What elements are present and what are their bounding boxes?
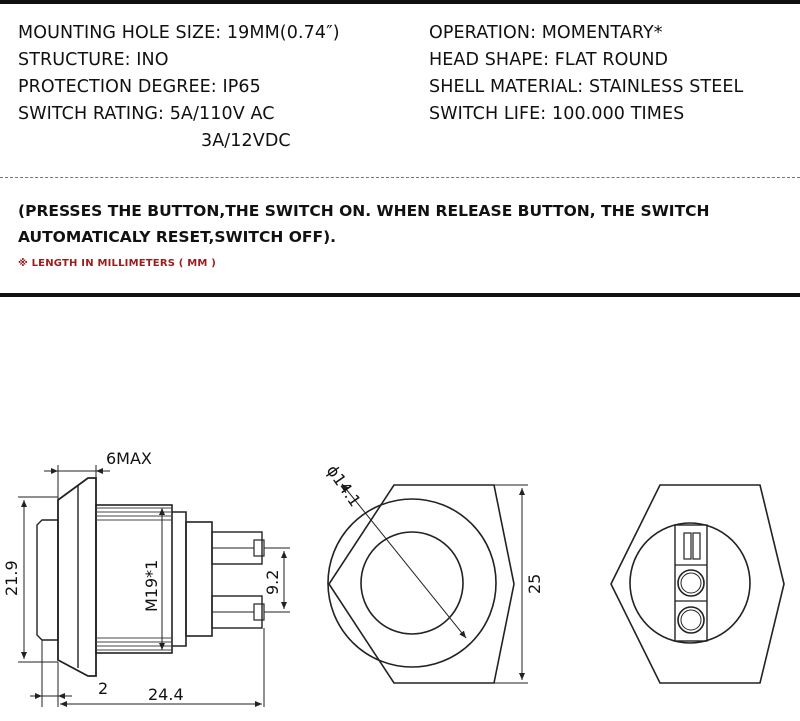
spec-mounting-hole: MOUNTING HOLE SIZE: 19MM(0.74″): [18, 23, 340, 43]
dim-hex-size: 25: [525, 573, 544, 594]
operation-note-line-2: AUTOMATICALY RESET,SWITCH OFF).: [18, 228, 337, 246]
unit-note: ※ LENGTH IN MILLIMETERS ( MM ): [18, 258, 217, 269]
dim-head-offset: 2: [98, 679, 109, 698]
spec-head-shape: HEAD SHAPE: FLAT ROUND: [429, 50, 669, 70]
spec-structure: STRUCTURE: INO: [18, 50, 169, 70]
front-view: [328, 484, 528, 683]
dim-head-thickness: 6MAX: [106, 449, 152, 468]
dim-pin-spacing: 9.2: [263, 569, 282, 595]
spec-switch-rating-dc: 3A/12VDC: [201, 131, 291, 151]
rear-view: [611, 485, 784, 683]
dim-button-diameter: ϕ14.1: [322, 461, 365, 511]
dim-overall-length: 24.4: [148, 685, 184, 704]
spec-operation: OPERATION: MOMENTARY*: [429, 23, 663, 43]
spec-shell-material: SHELL MATERIAL: STAINLESS STEEL: [429, 77, 744, 97]
spec-protection: PROTECTION DEGREE: IP65: [18, 77, 261, 97]
dim-thread: M19*1: [142, 559, 161, 612]
operation-note-line-1: (PRESSES THE BUTTON,THE SWITCH ON. WHEN RELEASE BUTTON, THE SWITCH: [18, 202, 710, 220]
spec-switch-rating: SWITCH RATING: 5A/110V AC: [18, 104, 275, 124]
spec-switch-life: SWITCH LIFE: 100.000 TIMES: [429, 104, 685, 124]
dim-overall-height: 21.9: [2, 560, 21, 596]
